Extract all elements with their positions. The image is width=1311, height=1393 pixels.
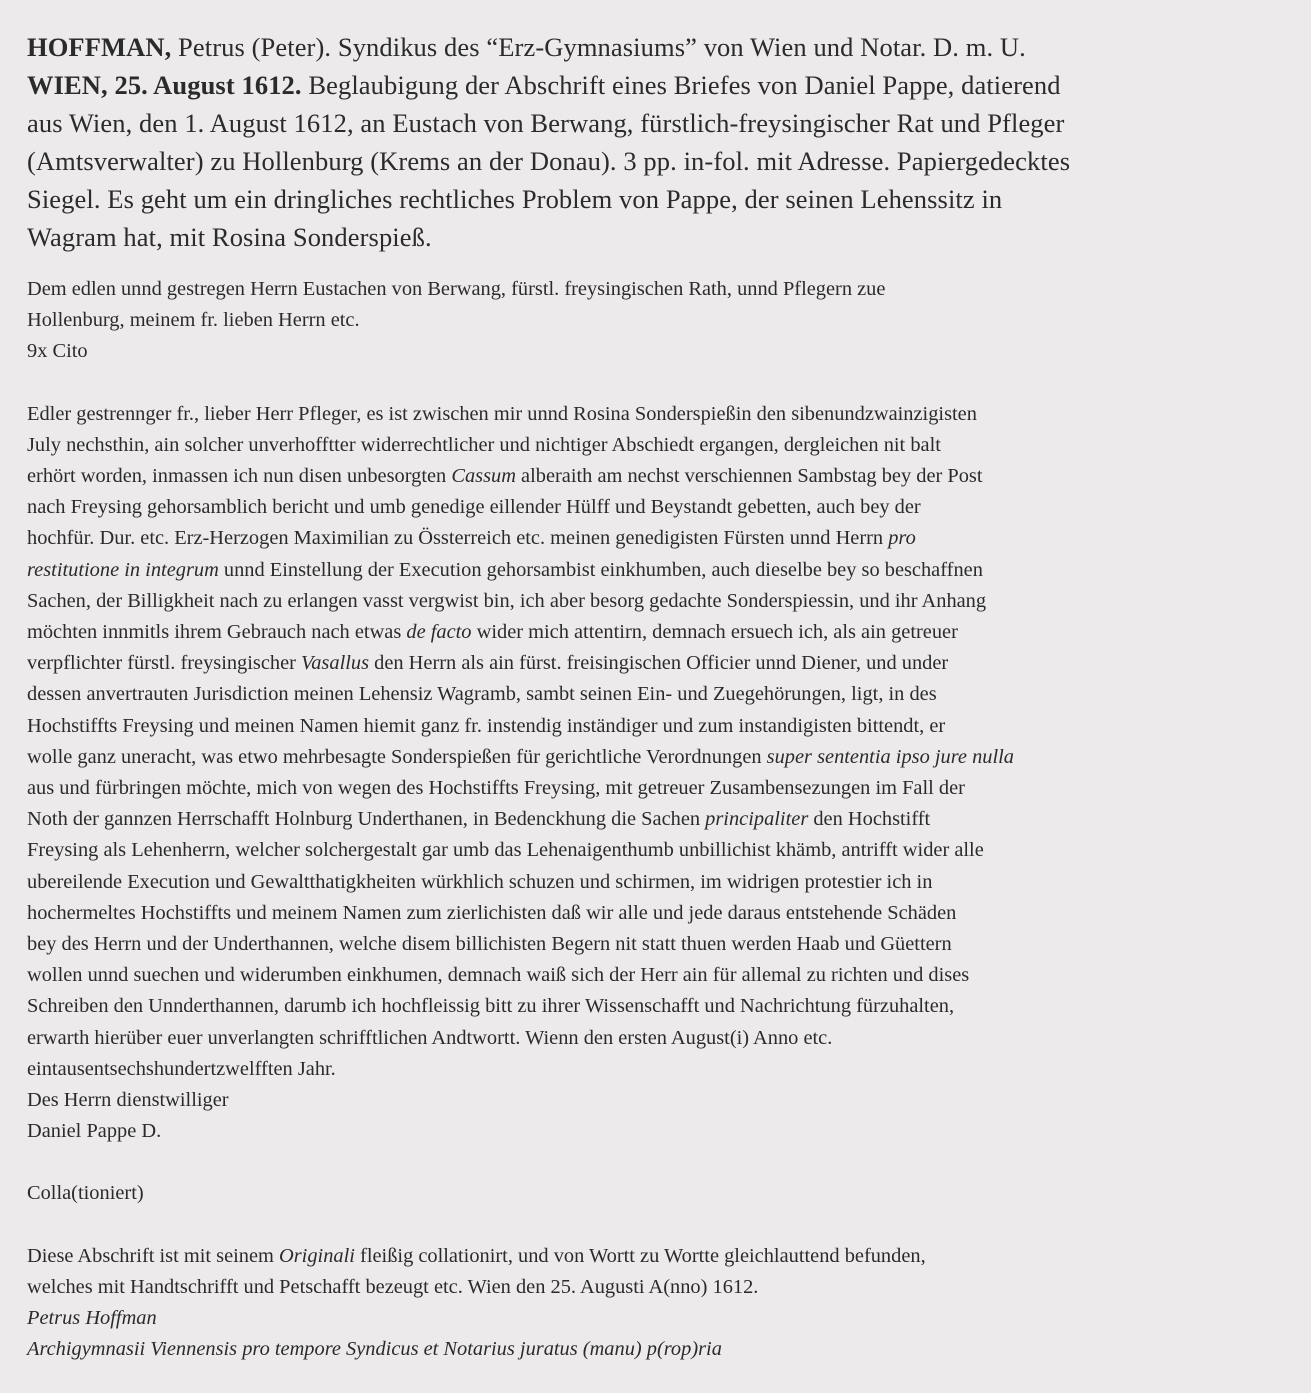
- letter-line: July nechsthin, ain solcher unverhofftter widerrechtlicher und nichtiger Abschiedt ergangen, dergleichen nit balt: [27, 433, 941, 456]
- description-line: Wagram hat, mit Rosina Sonderspieß.: [27, 222, 432, 252]
- collation-note: [27, 1178, 1293, 1209]
- letter-line: bey des Herrn und der Underthannen, welche disem billichisten Begern nit statt thuen werden Haab und Güettern: [27, 933, 952, 956]
- description-line: Beglaubigung der Abschrift eines Briefes von Daniel Pappe, datierend: [301, 70, 1061, 100]
- letter-closing: Des Herrn dienstwilliger: [27, 1089, 229, 1112]
- letter-line: hochermeltes Hochstiffts und meinem Namen zum zierlichisten daß wir alle und jede daraus entstehende Schäden: [27, 901, 957, 924]
- letter-line: erwarth hierüber euer unverlangten schrifftlichen Andtwortt. Wienn den ersten August(i) Anno etc.: [27, 1026, 833, 1049]
- letter-line: Noth der gannzen Herrschafft Holnburg Underthanen, in Bedenckhung die Sachen principaliter den Hochstifft: [27, 808, 931, 831]
- attestation-title: Archigymnasii Viennensis pro tempore Syndicus et Notarius juratus (manu) p(rop)ria: [27, 1338, 722, 1361]
- description-line: aus Wien, den 1. August 1612, an Eustach von Berwang, fürstlich-freysingischer Rat und Pfleger: [27, 108, 1065, 138]
- header-line-2: [27, 66, 1293, 104]
- latin-term: restitutione in integrum: [27, 558, 219, 581]
- letter-line: Schreiben den Unnderthannen, darumb ich hochfleissig bitt zu ihrer Wissenschafft und Nachrichtung fürzuhalten,: [27, 995, 955, 1018]
- letter-line: aus und fürbringen möchte, mich von wegen des Hochstiffts Freysing, mit getreuer Zusambensezungen im Fall der: [27, 777, 965, 800]
- address-line: Hollenburg, meinem fr. lieben Herrn etc.: [27, 309, 360, 332]
- letter-line: Hochstiffts Freysing und meinen Namen hiemit ganz fr. instendig inständiger und zum instandigisten bittendt, er: [27, 714, 946, 737]
- collation-label: Colla(tioniert): [27, 1182, 144, 1205]
- author-description: Petrus (Peter). Syndikus des “Erz-Gymnasiums” von Wien und Notar. D. m. U.: [171, 32, 1026, 62]
- attestation-signer: Petrus Hoffman: [27, 1307, 157, 1330]
- letter-line: restitutione in integrum unnd Einstellung der Execution gehorsambist einkhumben, auch dieselbe bey so beschaffnen: [27, 558, 983, 581]
- attestation-block: [27, 1241, 1293, 1366]
- letter-line: eintausentsechshundertzwelfften Jahr.: [27, 1057, 336, 1080]
- letter-line: wollen unnd suechen und widerumben einkhumen, demnach waiß sich der Herr ain für allemal zu richten und dises: [27, 964, 970, 987]
- letter-signature: Daniel Pappe D.: [27, 1120, 162, 1143]
- latin-term: super sententia ipso jure nulla: [766, 745, 1014, 768]
- address-line: 9x Cito: [27, 340, 88, 363]
- letter-line: Sachen, der Billigkheit nach zu erlangen vasst vergwist bin, ich aber besorg gedachte Sonderspiessin, und ihr Anhang: [27, 589, 987, 612]
- letter-line: möchten innmitls ihrem Gebrauch nach etwas de facto wider mich attentirn, demnach ersuech ich, als ain getreuer: [27, 621, 958, 644]
- address-line: Dem edlen unnd gestregen Herrn Eustachen von Berwang, fürstl. freysingischen Rath, unnd Pflegern zue: [27, 278, 886, 300]
- letter-line: hochfür. Dur. etc. Erz-Herzogen Maximilian zu Össterreich etc. meinen genedigisten Fürsten unnd Herrn pro: [27, 527, 916, 550]
- description-line: (Amtsverwalter) zu Hollenburg (Krems an der Donau). 3 pp. in-fol. mit Adresse. Papiergedecktes: [27, 146, 1071, 176]
- attestation-line: welches mit Handtschrifft und Petschafft bezeugt etc. Wien den 25. Augusti A(nno) 1612.: [27, 1275, 759, 1298]
- latin-term: principaliter: [705, 808, 809, 831]
- attestation-line: Diese Abschrift ist mit seinem Originali fleißig collationirt, und von Wortt zu Wortte gleichlauttend befunden,: [27, 1244, 926, 1267]
- latin-term: Cassum: [451, 465, 516, 488]
- place-date: WIEN, 25. August 1612.: [27, 70, 302, 100]
- letter-line: ubereilende Execution und Gewaltthatigkheiten würkhlich schuzen und schirmen, im widrigen protestier ich in: [27, 870, 933, 893]
- latin-term: de facto: [406, 621, 472, 644]
- letter-body: [27, 399, 1293, 1148]
- header-line-1: [27, 28, 1293, 66]
- catalog-entry-header: [27, 28, 1293, 256]
- letter-line: nach Freysing gehorsamblich bericht und umb genedige eillender Hülff und Beystandt gebetten, auch bey der: [27, 496, 921, 519]
- letter-line: dessen anvertrauten Jurisdiction meinen Lehensiz Wagramb, sambt seinen Ein- und Zuegehörungen, ligt, in des: [27, 683, 937, 706]
- description-line: Siegel. Es geht um ein dringliches rechtliches Problem von Pappe, der seinen Lehenssitz in: [27, 184, 1003, 214]
- letter-line: verpflichter fürstl. freysingischer Vasallus den Herrn als ain fürst. freisingischen Officier unnd Diener, und under: [27, 652, 949, 675]
- author-name: HOFFMAN,: [27, 32, 172, 62]
- letter-line: erhört worden, inmassen ich nun disen unbesorgten Cassum alberaith am nechst verschiennen Sambstag bey der Post: [27, 465, 983, 488]
- latin-term: Vasallus: [301, 652, 370, 675]
- latin-term: Originali: [279, 1244, 355, 1267]
- latin-term: pro: [888, 527, 916, 550]
- letter-line: Freysing als Lehenherrn, welcher solchergestalt gar umb das Lehenaigenthumb unbillichist khämb, antrifft wider alle: [27, 839, 984, 862]
- letter-line: wolle ganz uneracht, was etwo mehrbesagte Sonderspießen für gerichtliche Verordnungen super sententia ipso jure nulla: [27, 745, 1014, 768]
- address-block: [27, 274, 1293, 368]
- letter-line: Edler gestrennger fr., lieber Herr Pfleger, es ist zwischen mir unnd Rosina Sonderspießin den sibenundzwainzigisten: [27, 402, 977, 425]
